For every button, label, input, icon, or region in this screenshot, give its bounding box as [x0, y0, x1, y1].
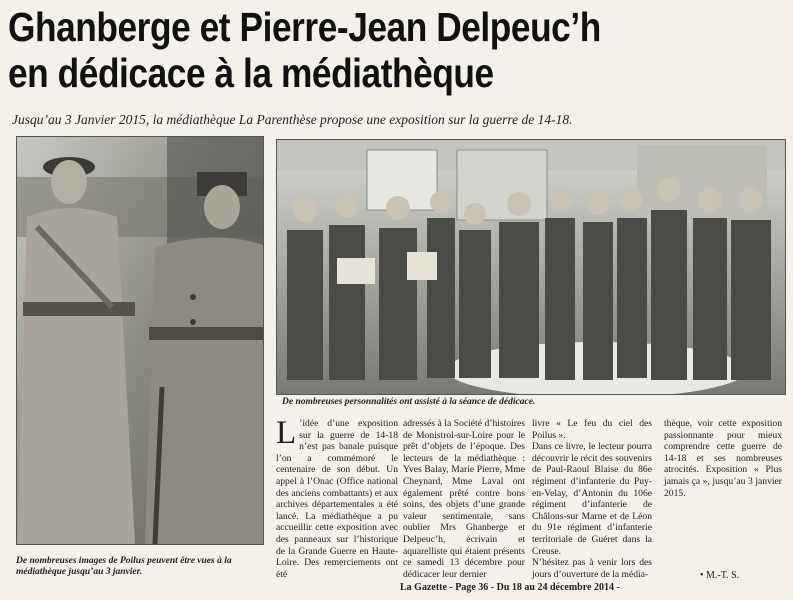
drop-cap: L [276, 415, 297, 451]
article-text-2: adressés à la Société d’histoires de Monistrol-sur-Loire pour le prêt d’objets de l’époque. Des lecteurs de la médiathèque : Yves Balay, Marie Pierre, Mme Cheynard, Mme Laval ont également prêté contre bons soins, des objets d’une grande valeur sentimentale, sans oublier Mrs Ghanberge et Delpeuc’h, écrivain et aquarelliste qui étaient présents ce samedi 13 décembre pour dédicacer leur dernier [403, 418, 525, 580]
caption-group: De nombreuses personnalités ont assisté à la séance de dédicace. [282, 397, 536, 407]
article-text-3a: livre « Le feu du ciel des Poilus ». [532, 418, 652, 441]
article-column-3 [532, 418, 652, 580]
article-text-3c: N’hésitez pas à venir lors des jours d’ouverture de la média- [532, 557, 652, 580]
headline-line-1: Ghanberge et Pierre-Jean Delpeuc’h [8, 4, 601, 50]
article-column-1 [276, 415, 398, 580]
poilus-illustration [17, 137, 263, 544]
article-column-4 [664, 418, 782, 499]
article-text-3b: Dans ce livre, le lecteur pourra découvrir le récit des souvenirs de Paul-Raoul Blaise du 86e régiment d’infanterie du Puy-en-Velay, d’Antonin du 106e régiment d’infanterie de Châlons-sur Marne et de Léon du 91e régiment d’infanterie territoriale de Guéret dans la Creuse. [532, 441, 652, 557]
standfirst: Jusqu’au 3 Janvier 2015, la médiathèque La Parenthèse propose une exposition sur la guerre de 14-18. [12, 112, 573, 127]
group-illustration [277, 140, 785, 394]
headline [8, 4, 679, 96]
page-footer: La Gazette - Page 36 - Du 18 au 24 décembre 2014 - [400, 582, 620, 593]
author-signature: • M.-T. S. [700, 570, 740, 581]
caption-poilus: De nombreuses images de Poilus peuvent être vues à la médiathèque jusqu’au 3 janvier. [16, 556, 232, 577]
group-photo [276, 139, 786, 395]
poilus-photo [16, 136, 264, 545]
headline-line-2: en dédicace à la médiathèque [8, 50, 494, 96]
article-text-1: ’idée d’une exposition sur la guerre de 14-18 n’est pas banale puisque l’on a commémoré le centenaire de son début. Un appel à l’Onac (Office national des anciens combattants) et aux archives départementales a été lancé. La médiathèque a pu accueillir cette exposition avec des panneaux sur l’historique de la Grande Guerre en Haute-Loire. Des remerciements ont été [276, 418, 398, 580]
article-column-2 [403, 418, 525, 580]
article-text-4: thèque, voir cette exposition passionnante pour mieux comprendre cette guerre de 14-18 et ses nombreuses atrocités. Exposition « Plus jamais ça », jusqu’au 3 janvier 2015. [664, 418, 782, 499]
